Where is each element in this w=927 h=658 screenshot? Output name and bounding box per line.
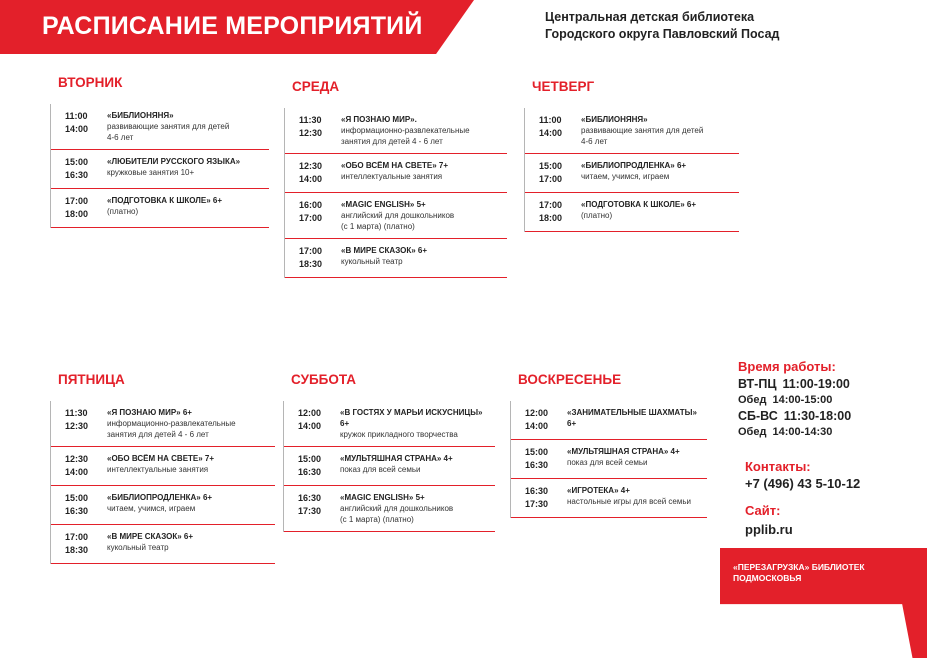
- event-info: [341, 245, 507, 271]
- day-title: ЧЕТВЕРГ: [532, 79, 595, 94]
- event-start-time: 17:00: [299, 246, 323, 256]
- working-hours-label: Обед: [738, 394, 767, 406]
- working-hours-title: Время работы:: [738, 359, 836, 374]
- website-title: Сайт:: [745, 503, 781, 518]
- event-times: [51, 531, 107, 557]
- event-end-time: 18:30: [299, 259, 323, 269]
- event-end-time: 12:30: [299, 128, 323, 138]
- working-hours-value: 11:30-18:00: [783, 409, 852, 423]
- event-start-time: 12:30: [65, 454, 89, 464]
- event-info: [107, 531, 275, 557]
- event-description: информационно-развлекательные занятия для детей 4 - 6 лет: [341, 126, 470, 146]
- event-times: [525, 114, 581, 147]
- event-description: читаем, учимся, играем: [107, 504, 196, 513]
- event-start-time: 11:30: [65, 408, 88, 418]
- event-info: [567, 407, 707, 433]
- event-row: [284, 401, 495, 447]
- event-info: [581, 160, 739, 186]
- event-start-time: 15:00: [539, 161, 563, 171]
- event-start-time: 12:30: [299, 161, 323, 171]
- event-description: кружок прикладного творчества: [340, 430, 458, 439]
- event-row: [51, 189, 269, 228]
- day-friday: [50, 373, 275, 564]
- website-link[interactable]: pplib.ru: [745, 522, 793, 537]
- day-title: СУББОТА: [291, 372, 357, 387]
- event-title: «ОБО ВСЁМ НА СВЕТЕ» 7+: [341, 161, 449, 170]
- event-times: [51, 453, 107, 479]
- event-list: [50, 104, 269, 228]
- contacts-phone[interactable]: +7 (496) 43 5-10-12: [745, 476, 861, 491]
- event-row: [285, 239, 507, 278]
- event-times: [284, 407, 340, 440]
- event-times: [51, 110, 107, 143]
- event-info: [340, 492, 495, 525]
- event-title: «ПОДГОТОВКА К ШКОЛЕ» 6+: [581, 200, 697, 209]
- event-title: «ЗАНИМАТЕЛЬНЫЕ ШАХМАТЫ» 6+: [567, 408, 697, 428]
- event-times: [284, 453, 340, 479]
- website: [745, 503, 793, 537]
- event-end-time: 16:30: [525, 460, 549, 470]
- event-title: «БИБЛИОНЯНЯ»: [107, 111, 174, 120]
- event-row: [51, 401, 275, 447]
- event-description: читаем, учимся, играем: [581, 172, 670, 181]
- working-hours-rows: [738, 376, 851, 440]
- working-hours-row: [738, 376, 851, 393]
- event-info: [567, 446, 707, 472]
- event-title: «ОБО ВСЁМ НА СВЕТЕ» 7+: [107, 454, 215, 463]
- event-times: [511, 446, 567, 472]
- event-row: [511, 401, 707, 440]
- event-row: [285, 154, 507, 193]
- event-start-time: 11:00: [65, 111, 88, 121]
- working-hours-label: СБ-ВС: [738, 409, 778, 423]
- event-title: «В МИРЕ СКАЗОК» 6+: [341, 246, 427, 255]
- event-description: кукольный театр: [341, 257, 403, 266]
- event-title: «ПОДГОТОВКА К ШКОЛЕ» 6+: [107, 196, 223, 205]
- event-title: «БИБЛИОНЯНЯ»: [581, 115, 648, 124]
- event-title: «МУЛЬТЯШНАЯ СТРАНА» 4+: [340, 454, 453, 463]
- event-info: [341, 114, 507, 147]
- event-description: английский для дошкольников (с 1 марта) (платно): [340, 504, 454, 524]
- day-title: ВТОРНИК: [58, 75, 123, 90]
- event-info: [340, 407, 495, 440]
- event-row: [284, 447, 495, 486]
- event-description: (платно): [107, 207, 139, 216]
- event-end-time: 14:00: [65, 467, 89, 477]
- event-info: [107, 156, 269, 182]
- event-description: показ для всей семьи: [567, 458, 648, 467]
- event-end-time: 18:00: [539, 213, 563, 223]
- event-times: [284, 492, 340, 525]
- event-times: [511, 407, 567, 433]
- event-title: «Я ПОЗНАЮ МИР» 6+: [107, 408, 192, 417]
- event-times: [51, 492, 107, 518]
- event-description: интеллектуальные занятия: [107, 465, 209, 474]
- event-end-time: 16:30: [298, 467, 322, 477]
- event-info: [107, 195, 269, 221]
- event-info: [107, 110, 269, 143]
- event-start-time: 15:00: [65, 157, 89, 167]
- event-description: информационно-развлекательные занятия для детей 4 - 6 лет: [107, 419, 236, 439]
- event-row: [285, 193, 507, 239]
- event-info: [107, 453, 275, 479]
- event-end-time: 12:30: [65, 421, 89, 431]
- event-end-time: 14:00: [65, 124, 89, 134]
- event-row: [511, 440, 707, 479]
- event-start-time: 15:00: [65, 493, 89, 503]
- working-hours-row: [738, 393, 851, 408]
- event-list: [284, 108, 507, 278]
- day-tuesday: [50, 76, 269, 228]
- day-wednesday: [284, 80, 507, 278]
- event-start-time: 17:00: [65, 196, 89, 206]
- event-description: интеллектуальные занятия: [341, 172, 443, 181]
- event-end-time: 14:00: [299, 174, 323, 184]
- event-info: [107, 407, 275, 440]
- event-times: [525, 199, 581, 225]
- event-row: [525, 154, 739, 193]
- event-row: [51, 150, 269, 189]
- event-info: [340, 453, 495, 479]
- event-info: [341, 199, 507, 232]
- event-end-time: 16:30: [65, 506, 89, 516]
- event-end-time: 17:30: [298, 506, 322, 516]
- event-description: развивающие занятия для детей 4-6 лет: [107, 122, 230, 142]
- event-times: [51, 156, 107, 182]
- event-start-time: 12:00: [298, 408, 322, 418]
- day-title: СРЕДА: [292, 79, 340, 94]
- event-times: [525, 160, 581, 186]
- working-hours-row: [738, 408, 851, 425]
- day-title: ПЯТНИЦА: [58, 372, 125, 387]
- event-title: «БИБЛИОПРОДЛЕНКА» 6+: [581, 161, 687, 170]
- event-list: [510, 401, 707, 518]
- event-info: [581, 114, 739, 147]
- event-start-time: 12:00: [525, 408, 549, 418]
- event-title: «Я ПОЗНАЮ МИР».: [341, 115, 417, 124]
- working-hours: [738, 359, 851, 440]
- organization-name: [545, 9, 780, 43]
- event-end-time: 18:00: [65, 209, 89, 219]
- event-description: кукольный театр: [107, 543, 169, 552]
- day-title: ВОСКРЕСЕНЬЕ: [518, 372, 622, 387]
- event-end-time: 14:00: [539, 128, 563, 138]
- event-start-time: 11:30: [299, 115, 322, 125]
- org-line-1: Центральная детская библиотека: [545, 10, 755, 24]
- event-info: [107, 492, 275, 518]
- event-title: «В МИРЕ СКАЗОК» 6+: [107, 532, 193, 541]
- event-start-time: 15:00: [298, 454, 322, 464]
- event-info: [581, 199, 739, 225]
- event-row: [511, 479, 707, 518]
- working-hours-row: [738, 425, 851, 440]
- working-hours-value: 14:00-15:00: [772, 394, 833, 406]
- event-end-time: 17:30: [525, 499, 549, 509]
- event-title: «ИГРОТЕКА» 4+: [567, 486, 630, 495]
- event-title: «ЛЮБИТЕЛИ РУССКОГО ЯЗЫКА»: [107, 157, 241, 166]
- event-description: (платно): [581, 211, 613, 220]
- event-times: [285, 245, 341, 271]
- event-end-time: 14:00: [298, 421, 322, 431]
- event-title: «В ГОСТЯХ У МАРЬИ ИСКУСНИЦЫ» 6+: [340, 408, 483, 428]
- event-start-time: 15:00: [525, 447, 549, 457]
- day-sunday: [510, 373, 707, 518]
- event-start-time: 16:30: [525, 486, 549, 496]
- org-line-2: Городского округа Павловский Посад: [545, 27, 780, 41]
- event-description: английский для дошкольников (с 1 марта) (платно): [341, 211, 455, 231]
- event-description: показ для всей семьи: [340, 465, 421, 474]
- event-times: [285, 114, 341, 147]
- event-start-time: 17:00: [65, 532, 89, 542]
- event-times: [51, 195, 107, 221]
- event-title: «MAGIC ENGLISH» 5+: [340, 493, 425, 502]
- event-list: [283, 401, 495, 532]
- event-start-time: 16:00: [299, 200, 323, 210]
- event-row: [51, 486, 275, 525]
- event-times: [285, 199, 341, 232]
- working-hours-value: 11:00-19:00: [782, 377, 850, 391]
- event-description: развивающие занятия для детей 4-6 лет: [581, 126, 704, 146]
- page-title: РАСПИСАНИЕ МЕРОПРИЯТИЙ: [42, 12, 423, 40]
- event-start-time: 11:00: [539, 115, 562, 125]
- event-row: [525, 193, 739, 232]
- event-title: «БИБЛИОПРОДЛЕНКА» 6+: [107, 493, 213, 502]
- day-thursday: [524, 80, 739, 232]
- event-description: кружковые занятия 10+: [107, 168, 195, 177]
- event-start-time: 17:00: [539, 200, 563, 210]
- working-hours-label: ВТ-ПЦ: [738, 377, 777, 391]
- event-title: «МУЛЬТЯШНАЯ СТРАНА» 4+: [567, 447, 680, 456]
- event-list: [50, 401, 275, 564]
- event-list: [524, 108, 739, 232]
- event-row: [525, 108, 739, 154]
- event-row: [51, 525, 275, 564]
- event-times: [511, 485, 567, 511]
- event-end-time: 14:00: [525, 421, 549, 431]
- event-end-time: 17:00: [299, 213, 323, 223]
- event-times: [285, 160, 341, 186]
- working-hours-label: Обед: [738, 426, 767, 438]
- event-row: [51, 104, 269, 150]
- event-end-time: 17:00: [539, 174, 563, 184]
- promo-banner-text: «ПЕРЕЗАГРУЗКА» БИБЛИОТЕК ПОДМОСКОВЬЯ: [733, 562, 865, 583]
- event-info: [341, 160, 507, 186]
- event-info: [567, 485, 707, 511]
- contacts-title: Контакты:: [745, 459, 811, 474]
- event-row: [285, 108, 507, 154]
- event-start-time: 16:30: [298, 493, 322, 503]
- event-row: [284, 486, 495, 532]
- working-hours-value: 14:00-14:30: [772, 426, 833, 438]
- event-end-time: 18:30: [65, 545, 89, 555]
- contacts: [745, 459, 860, 491]
- event-row: [51, 447, 275, 486]
- event-description: настольные игры для всей семьи: [567, 497, 691, 506]
- event-title: «MAGIC ENGLISH» 5+: [341, 200, 426, 209]
- event-end-time: 16:30: [65, 170, 89, 180]
- day-saturday: [283, 373, 495, 532]
- event-times: [51, 407, 107, 440]
